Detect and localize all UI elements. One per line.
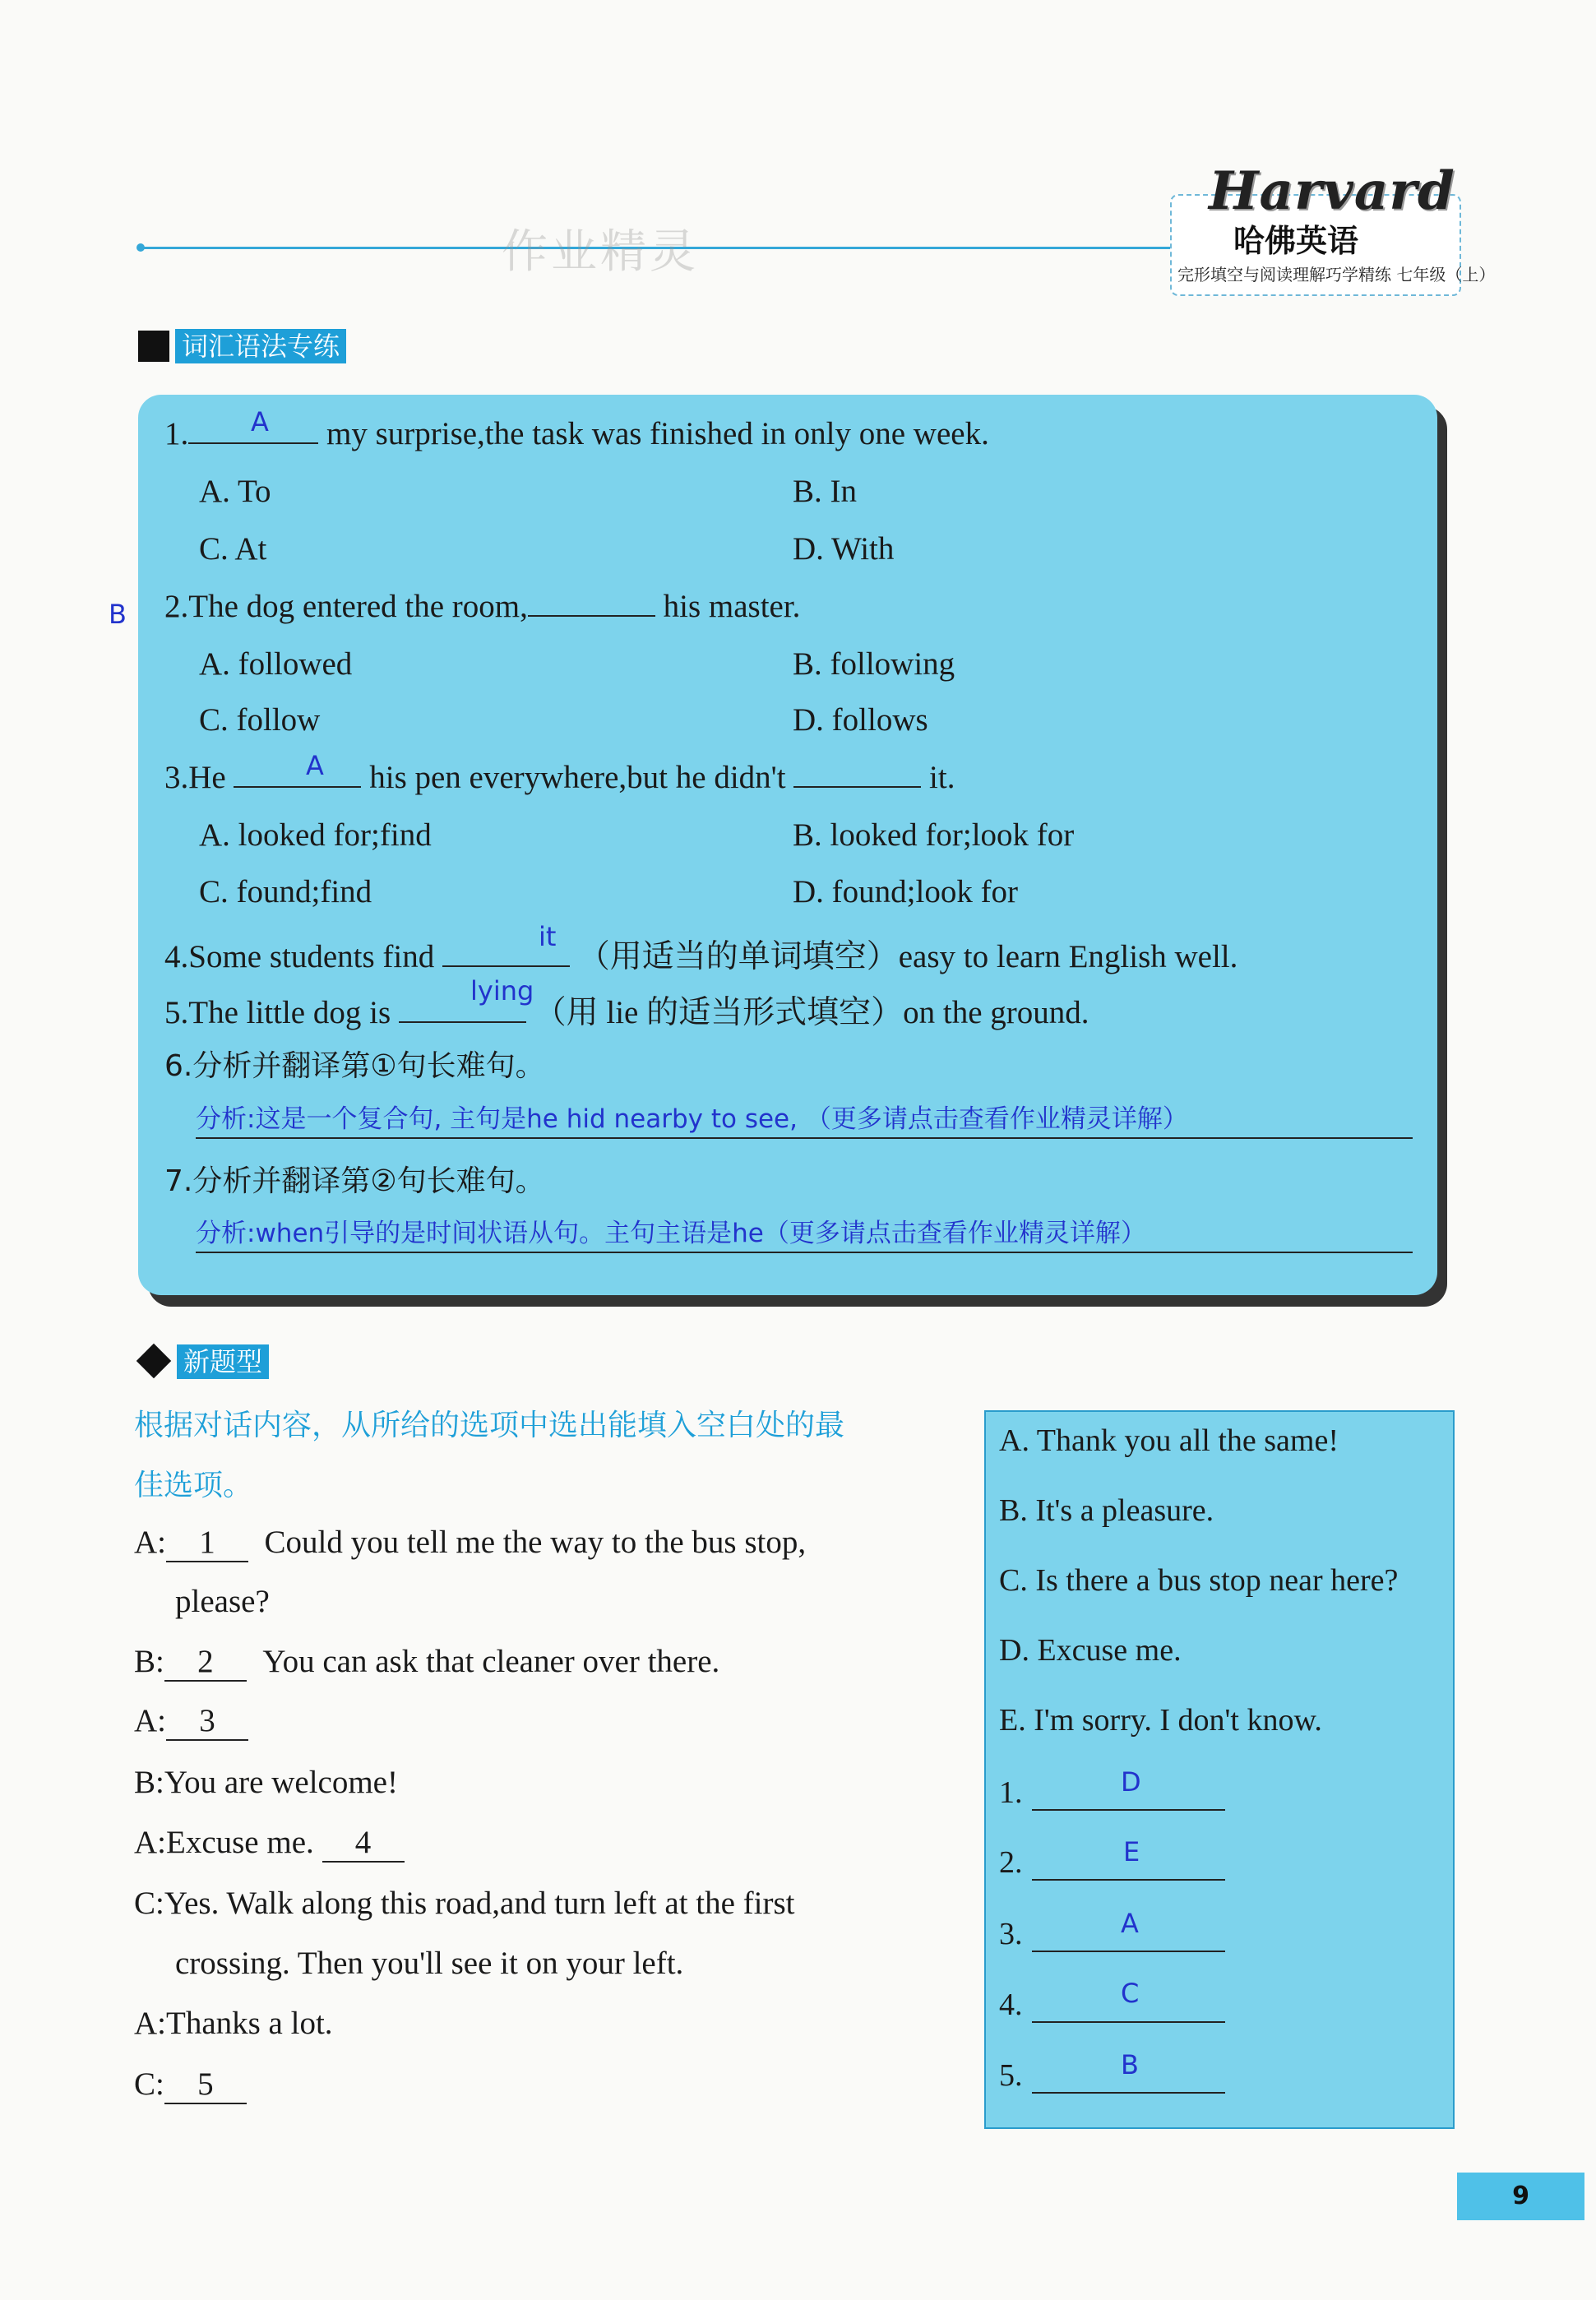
question-7: 7.分析并翻译第②句长难句。 <box>164 1164 545 1198</box>
answer-number: 3. <box>999 1917 1023 1951</box>
answer-3: A <box>306 750 324 781</box>
option-1d: D. With <box>793 531 895 567</box>
answer-7: 分析:when引导的是时间状语从句。主句主语是he（更多请点击查看作业精灵详解） <box>196 1219 1146 1248</box>
option-1b: B. In <box>793 474 857 509</box>
page-number: 9 <box>1457 2173 1584 2220</box>
option-c: C. Is there a bus stop near here? <box>999 1563 1399 1598</box>
dialog-line: please? <box>175 1584 270 1619</box>
answer-number: 1. <box>999 1775 1023 1810</box>
dialog-line: C:Yes. Walk along this road,and turn left at the first <box>134 1886 795 1921</box>
dialog-line: B: 2 You can ask that cleaner over there. <box>134 1643 719 1682</box>
book-subtitle: 完形填空与阅读理解巧学精练 七年级（上） <box>1177 265 1496 285</box>
answer-4: it <box>539 921 557 952</box>
answer-number: 4. <box>999 1988 1023 2022</box>
option-2c: C. follow <box>199 702 321 738</box>
answer-number: 2. <box>999 1845 1023 1880</box>
answer-value: E <box>1123 1836 1140 1867</box>
answer-value: D <box>1121 1766 1141 1798</box>
option-e: E. I'm sorry. I don't know. <box>999 1703 1322 1738</box>
dialog-line: C: 5 <box>134 2066 247 2104</box>
dialog-line: A:Excuse me. 4 <box>134 1824 405 1863</box>
option-3b: B. looked for;look for <box>793 817 1075 853</box>
answer-5: lying <box>470 975 534 1007</box>
answer-line <box>1032 2021 1225 2023</box>
question-5: 5.The little dog is （用 lie 的适当形式填空）on the ground. <box>164 995 1089 1030</box>
answer-value: B <box>1121 2049 1139 2080</box>
answer-line <box>1032 1809 1225 1811</box>
option-3d: D. found;look for <box>793 874 1019 909</box>
answer-line-7 <box>196 1252 1413 1253</box>
option-1a: A. To <box>199 474 271 509</box>
section-marker-square <box>138 331 169 362</box>
section-title-vocab: 词汇语法专练 <box>175 329 346 363</box>
instruction-line-2: 佳选项。 <box>134 1469 253 1502</box>
logo-title: Harvard <box>1209 160 1455 222</box>
dialog-line: A:Thanks a lot. <box>134 2006 333 2041</box>
logo-cn-title: 哈佛英语 <box>1233 223 1359 259</box>
answer-number: 5. <box>999 2058 1023 2093</box>
option-3c: C. found;find <box>199 874 372 909</box>
option-2d: D. follows <box>793 702 928 738</box>
option-a: A. Thank you all the same! <box>999 1423 1339 1458</box>
instruction-line-1: 根据对话内容，从所给的选项中选出能填入空白处的最 <box>134 1409 845 1442</box>
watermark: 作业精灵 <box>502 225 699 279</box>
answer-1: A <box>251 406 269 437</box>
option-2a: A. followed <box>199 646 353 682</box>
answer-2: B <box>109 599 127 630</box>
section-marker-diamond <box>136 1344 171 1378</box>
answer-6: 分析:这是一个复合句, 主句是he hid nearby to see, （更多请点击查看作业精灵详解） <box>196 1104 1188 1134</box>
answer-value: C <box>1121 1978 1140 2009</box>
answer-line <box>1032 2092 1225 2094</box>
option-d: D. Excuse me. <box>999 1633 1182 1668</box>
dialog-line: B:You are welcome! <box>134 1765 398 1800</box>
option-1c: C. At <box>199 531 267 567</box>
answer-line <box>1032 1879 1225 1881</box>
answer-value: A <box>1121 1908 1139 1939</box>
question-1: 1. my surprise,the task was finished in only one week. <box>164 416 989 451</box>
dialog-line: A: 3 <box>134 1702 248 1741</box>
dialog-line: A: 1 Could you tell me the way to the bus stop, <box>134 1524 806 1562</box>
answer-line-6 <box>196 1137 1413 1139</box>
answer-line <box>1032 1951 1225 1952</box>
question-2: 2.The dog entered the room, his master. <box>164 589 801 624</box>
question-6: 6.分析并翻译第①句长难句。 <box>164 1049 545 1083</box>
option-2b: B. following <box>793 646 955 682</box>
dialog-line: crossing. Then you'll see it on your left. <box>175 1946 684 1981</box>
section-title-new-type: 新题型 <box>177 1344 269 1379</box>
option-b: B. It's a pleasure. <box>999 1493 1214 1528</box>
question-4: 4.Some students find （用适当的单词填空）easy to learn English well. <box>164 939 1238 974</box>
option-3a: A. looked for;find <box>199 817 432 853</box>
question-3: 3.He his pen everywhere,but he didn't it. <box>164 760 955 795</box>
